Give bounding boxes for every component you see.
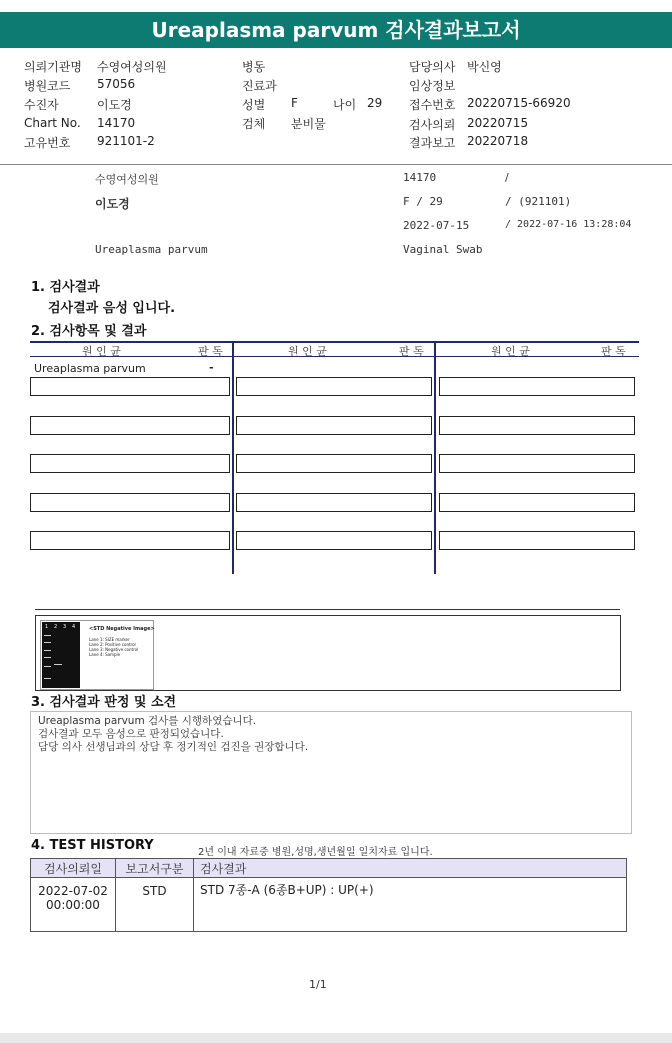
gel-band: [44, 657, 51, 658]
result-cell: [30, 454, 230, 473]
gel-electrophoresis-image: [40, 620, 154, 690]
organism-name: Ureaplasma parvum: [34, 362, 146, 375]
comment-line: Ureaplasma parvum 검사를 시행하였습니다.: [38, 715, 257, 727]
result-cell: [236, 531, 432, 550]
grid-divider-1: [232, 342, 234, 574]
report-date-label: 결과보고: [409, 136, 456, 150]
ward-label: 병동: [242, 60, 266, 74]
col-judgement-header-3: 판 독: [601, 345, 626, 358]
comment-line: 담당 의사 선생님과의 상담 후 정기적인 검진을 권장합니다.: [38, 741, 309, 753]
result-cell: [30, 493, 230, 512]
chart-no-value: 14170: [97, 116, 136, 130]
specimen-label: 검체: [242, 117, 266, 131]
institution-label: 의뢰기관명: [24, 60, 82, 74]
report-date-value: 20220718: [467, 134, 529, 148]
comment-box: [30, 711, 632, 834]
report-title: Ureaplasma parvum 검사결과보고서: [0, 12, 672, 48]
section1-heading: 1. 검사결과: [31, 280, 100, 295]
request-date-value: 20220715: [467, 116, 529, 130]
history-note: 2년 이내 자료중 병원,성명,생년월일 일치자료 입니다.: [198, 847, 433, 858]
history-col-result: 검사결과: [194, 859, 627, 878]
col-judgement-header-2: 판 독: [399, 345, 424, 358]
history-table: [30, 858, 627, 932]
request-date-label: 검사의뢰: [409, 118, 456, 132]
summary-sex-age: F / 29: [403, 195, 443, 208]
gel-band: [44, 635, 51, 636]
section1-result-text: 검사결과 음성 입니다.: [48, 301, 176, 316]
sex-value: F: [291, 96, 298, 110]
result-cell: [236, 377, 432, 396]
summary-slash: /: [505, 171, 509, 184]
gel-title: <STD Negative Image>: [89, 626, 155, 632]
summary-specimen: Vaginal Swab: [403, 243, 483, 256]
grid-header-rule: [30, 356, 639, 357]
summary-test-name: Ureaplasma parvum: [95, 243, 208, 256]
doctor-value: 박신영: [467, 60, 502, 74]
gel-band: [44, 650, 51, 651]
section2-heading: 2. 검사항목 및 결과: [31, 324, 147, 339]
history-type: STD: [116, 878, 194, 932]
lane-number: 4: [72, 624, 76, 630]
summary-institution: 수영여성의원: [95, 173, 159, 186]
summary-report-datetime: / 2022-07-16 13:28:04: [505, 219, 632, 230]
result-cell: [236, 493, 432, 512]
history-date: 2022-07-02: [38, 884, 108, 898]
dept-label: 진료과: [242, 79, 277, 93]
result-cell: [30, 416, 230, 435]
institution-value: 수영여성의원: [97, 60, 167, 74]
organism-result: -: [209, 361, 214, 374]
gel-band: [44, 678, 51, 679]
lane-number: 1: [45, 624, 49, 630]
result-cell: [30, 377, 230, 396]
summary-request-date: 2022-07-15: [403, 219, 470, 232]
receipt-no-value: 20220715-66920: [467, 96, 571, 110]
history-col-date: 검사의뢰일: [31, 859, 116, 878]
chart-no-label: Chart No.: [24, 116, 81, 130]
grid-top-rule: [30, 341, 639, 343]
comment-line: 검사결과 모두 음성으로 판정되었습니다.: [38, 728, 224, 740]
history-col-type: 보고서구분: [116, 859, 194, 878]
section4-heading: 4. TEST HISTORY: [31, 838, 154, 853]
result-cell: [439, 531, 635, 550]
sex-label: 성별: [242, 98, 266, 112]
col-organism-header-1: 원 인 균: [82, 345, 121, 358]
result-cell: [439, 493, 635, 512]
result-cell: [30, 531, 230, 550]
result-cell: [439, 416, 635, 435]
lane-number: 2: [54, 624, 58, 630]
gel-band: [54, 664, 62, 665]
history-header-row: [31, 859, 627, 878]
summary-patient: 이도경: [95, 197, 130, 211]
lane-number: 3: [63, 624, 67, 630]
grid-divider-2: [434, 342, 436, 574]
page-number: 1/1: [309, 978, 327, 991]
patient-value: 이도경: [97, 98, 132, 112]
summary-chart: 14170: [403, 171, 437, 184]
gel-legend-line: Lane 3: Negative control: [89, 647, 139, 652]
gel-legend-line: Lane 1: SIZE marker: [89, 637, 130, 642]
gel-top-rule: [35, 609, 620, 610]
gel-band: [44, 666, 51, 667]
unique-no-value: 921101-2: [97, 134, 155, 148]
gel-lanes: [42, 622, 80, 688]
col-judgement-header-1: 판 독: [198, 345, 223, 358]
result-cell: [439, 454, 635, 473]
result-cell: [439, 377, 635, 396]
gel-band: [44, 642, 51, 643]
history-result: STD 7종-A (6종B+UP) : UP(+): [194, 878, 627, 932]
history-time: 00:00:00: [46, 898, 100, 912]
doctor-label: 담당의사: [409, 60, 456, 74]
clinical-info-label: 임상정보: [409, 79, 456, 93]
age-value: 29: [367, 96, 383, 110]
hospital-code-label: 병원코드: [24, 79, 71, 93]
age-label: 나이: [333, 98, 357, 112]
hospital-code-value: 57056: [97, 77, 136, 91]
gel-legend-line: Lane 2: Positive control: [89, 642, 136, 647]
specimen-value: 분비물: [291, 117, 326, 131]
result-cell: [236, 416, 432, 435]
col-organism-header-2: 원 인 균: [288, 345, 327, 358]
header-divider: [0, 164, 672, 165]
table-row: [31, 878, 627, 932]
page-bottom-strip: [0, 1033, 672, 1043]
gel-legend-line: Lane 4: Sample: [89, 652, 121, 657]
section3-heading: 3. 검사결과 판정 및 소견: [31, 695, 177, 710]
unique-no-label: 고유번호: [24, 136, 71, 150]
receipt-no-label: 접수번호: [409, 98, 456, 112]
result-cell: [236, 454, 432, 473]
col-organism-header-3: 원 인 균: [491, 345, 530, 358]
history-date-cell: [31, 878, 116, 932]
summary-birth: / (921101): [505, 195, 572, 208]
patient-label: 수진자: [24, 98, 59, 112]
